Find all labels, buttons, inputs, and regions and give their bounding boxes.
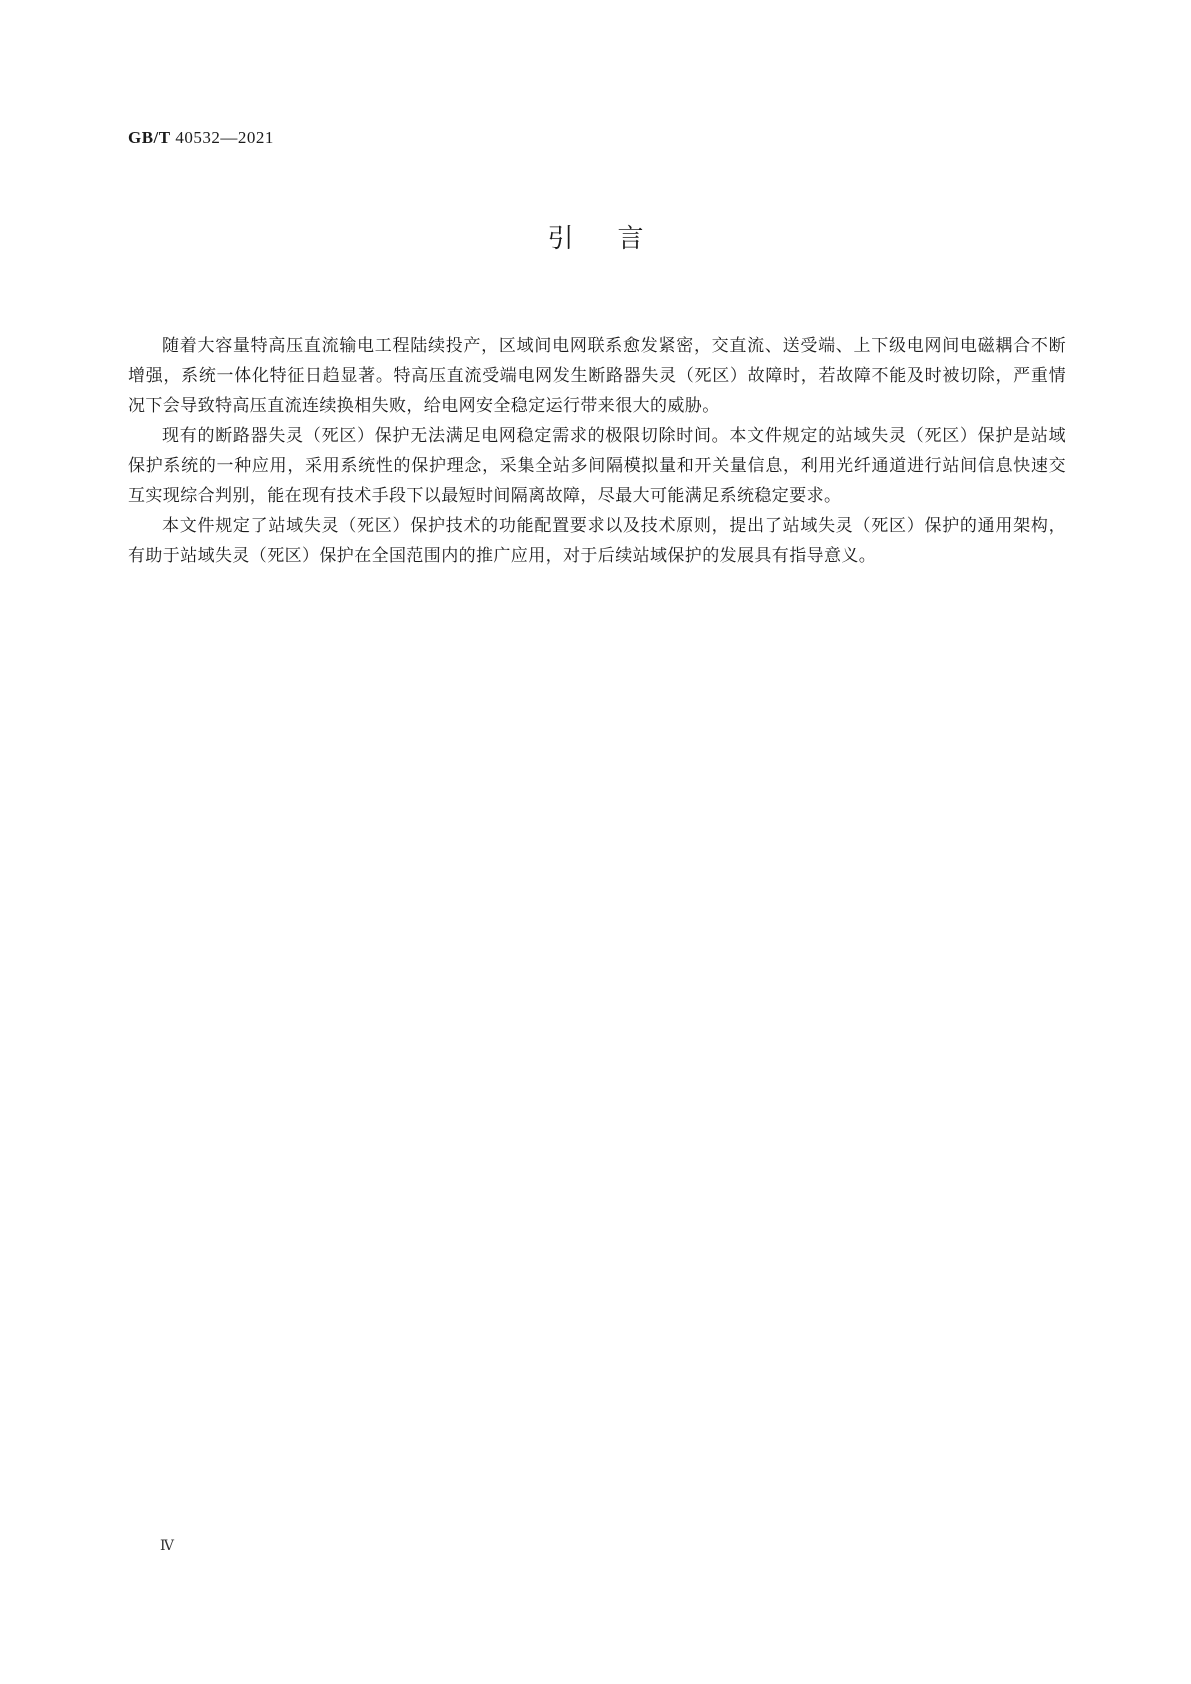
paragraph: 随着大容量特高压直流输电工程陆续投产，区域间电网联系愈发紧密，交直流、送受端、上下级电网间电磁耦合不断增强，系统一体化特征日趋显著。特高压直流受端电网发生断路器失灵（死区）故障时，若故障不能及时被切除，严重情况下会导致特高压直流连续换相失败，给电网安全稳定运行带来很大的威胁。 xyxy=(128,336,1066,416)
standard-prefix: GB/T xyxy=(128,128,171,147)
paragraph: 本文件规定了站域失灵（死区）保护技术的功能配置要求以及技术原则，提出了站域失灵（死区）保护的通用架构，有助于站域失灵（死区）保护在全国范围内的推广应用，对于后续站域保护的发展具有指导意义。 xyxy=(128,516,1066,566)
standard-header xyxy=(128,128,274,148)
introduction-body xyxy=(128,331,1066,571)
section-title: 引言 xyxy=(547,224,688,254)
paragraph: 现有的断路器失灵（死区）保护无法满足电网稳定需求的极限切除时间。本文件规定的站域失灵（死区）保护是站域保护系统的一种应用，采用系统性的保护理念，采集全站多间隔模拟量和开关量信息，利用光纤通道进行站间信息快速交互实现综合判别，能在现有技术手段下以最短时间隔离故障，尽最大可能满足系统稳定要求。 xyxy=(128,426,1066,506)
page-number: Ⅳ xyxy=(160,1539,174,1554)
standard-number: 40532—2021 xyxy=(175,128,274,147)
